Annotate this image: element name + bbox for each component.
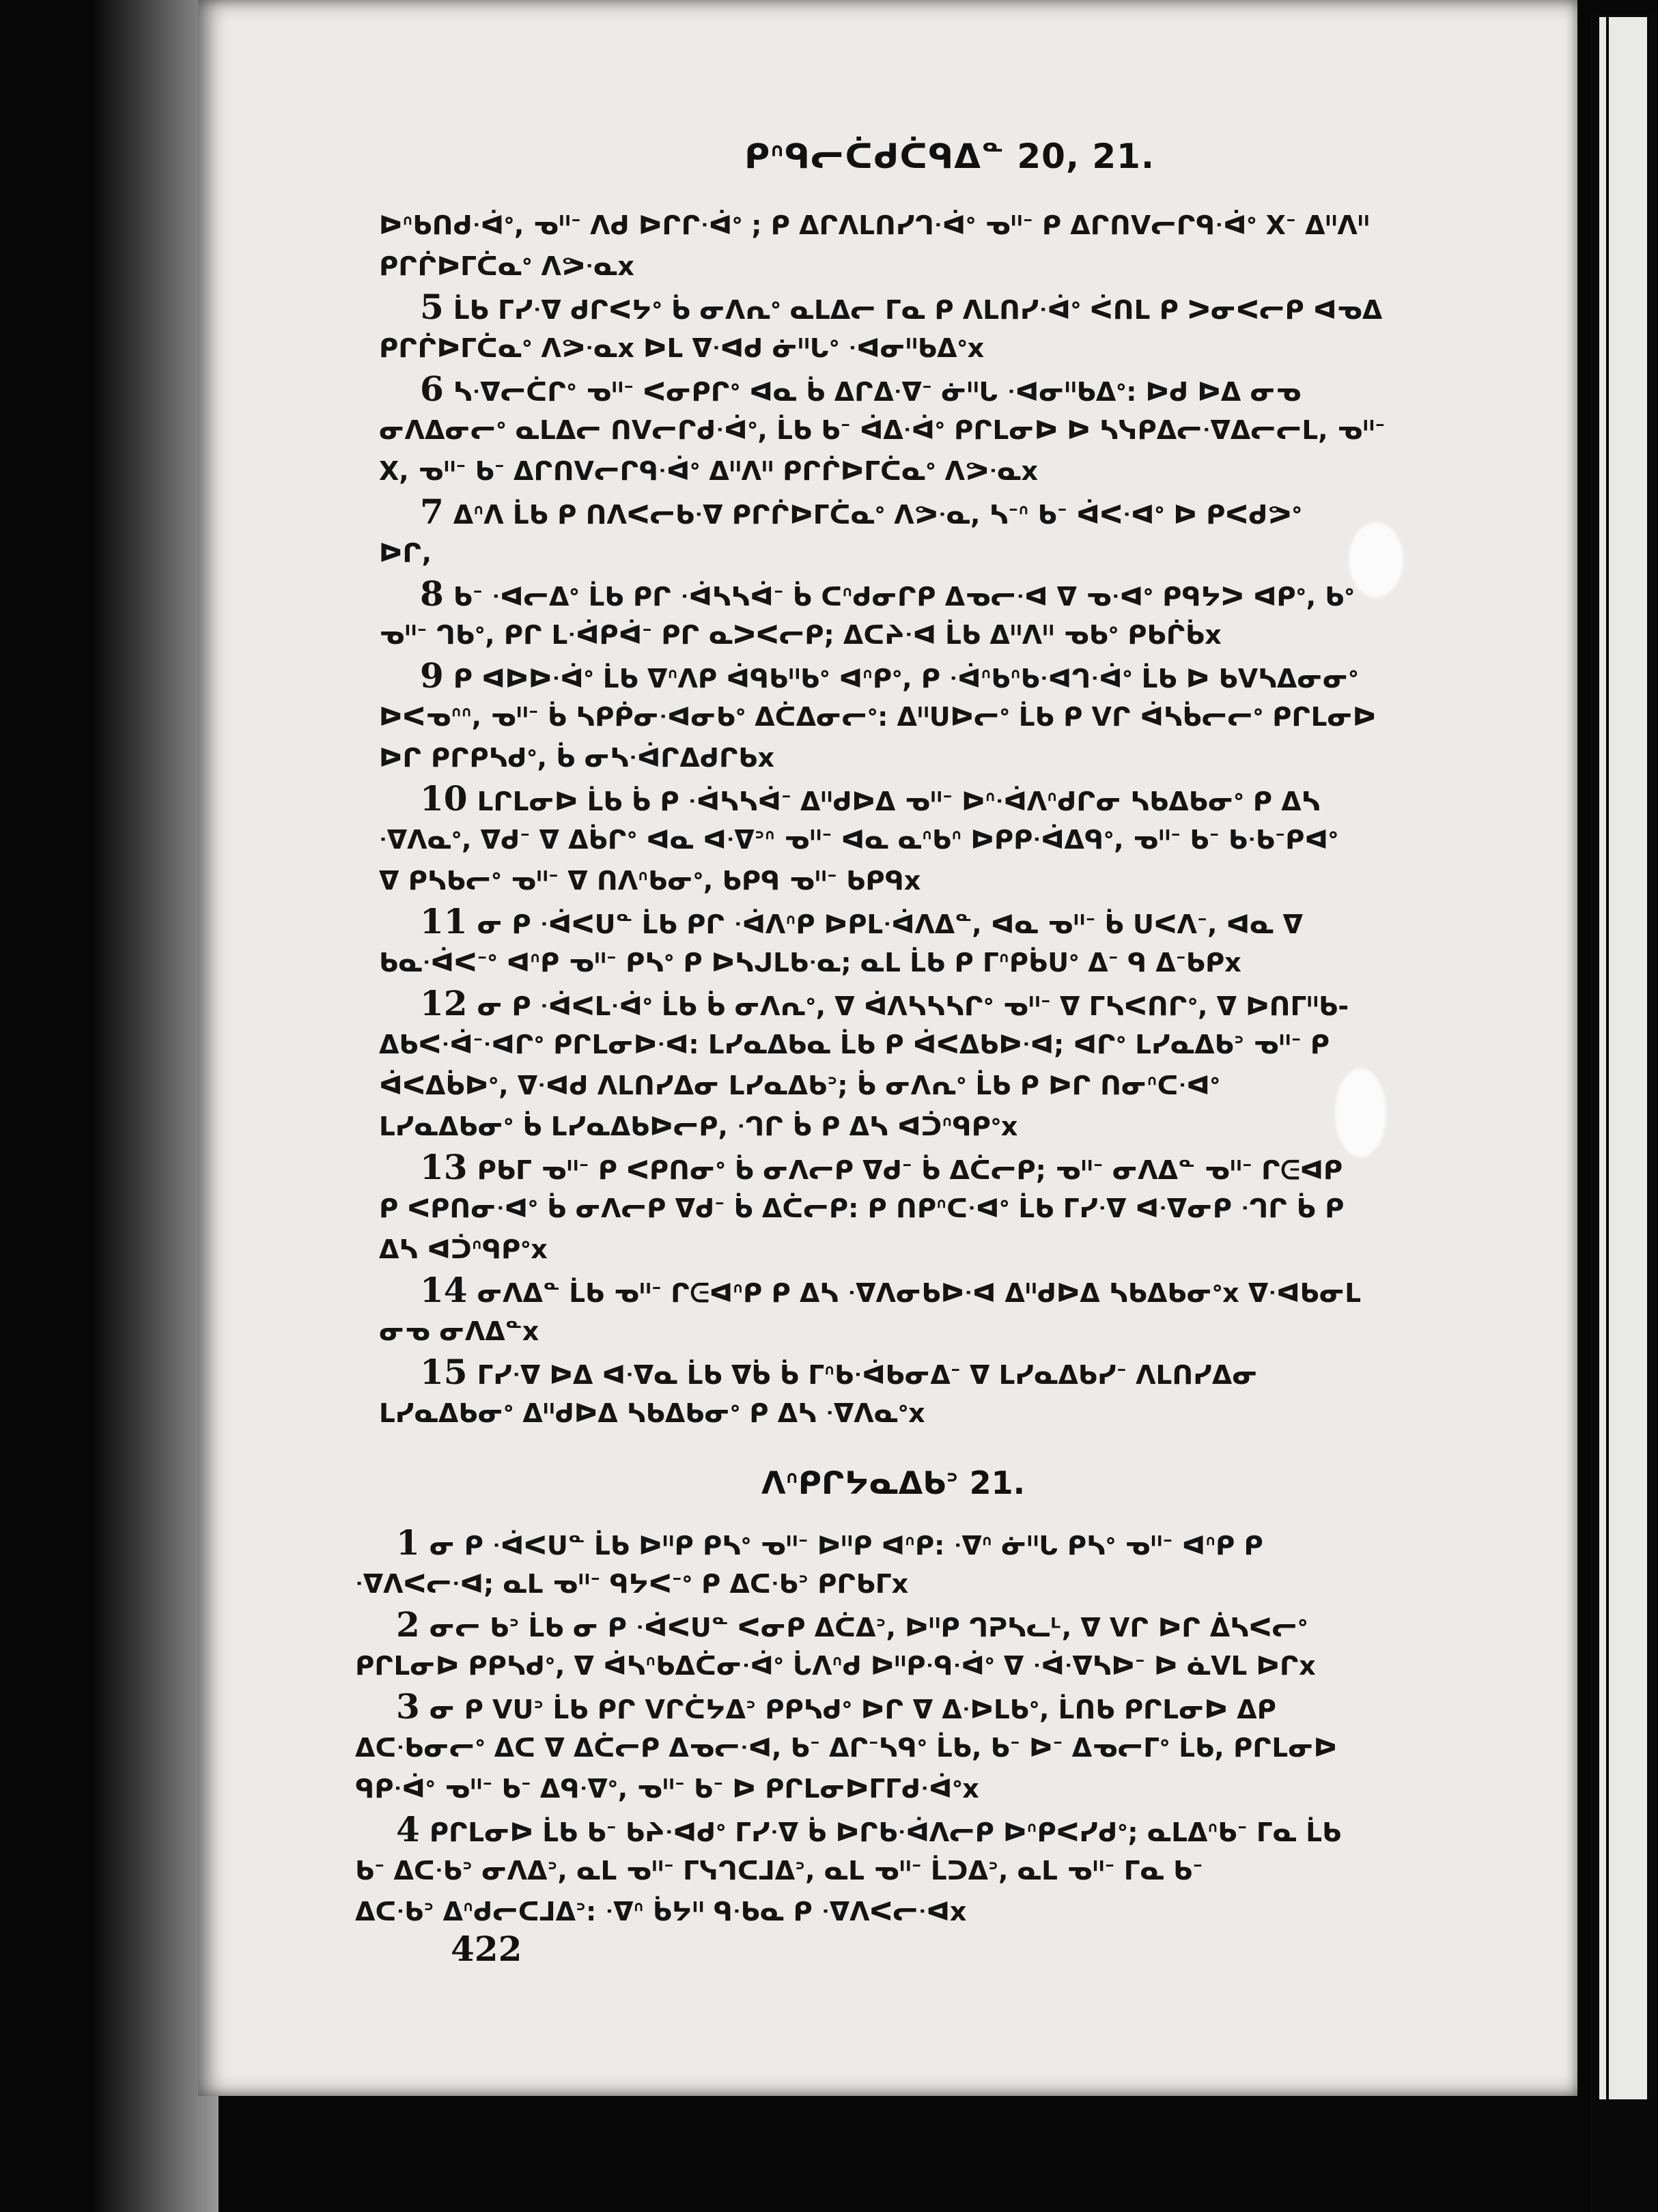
verse-text: ᒪᒋᒪᓂᐅ ᒫᑲ ᑳ ᑭ ᐧᐋᓴᓴᐋᐨ ᐃᐦᑯᐅᐃ ᓀᐦᐨ ᐅᐢᐧᐋᐱᐢᑯᒋᓂ ᓴᑲᐃᑲᓂᐤ ᑭ ᐃᓴ — [477, 786, 1321, 817]
verse-line — [379, 1147, 1431, 1188]
verse-text: ᑲᓇᐧᐋᐸᐨᐤ ᐊᐢᑭ ᓀᐦᐨ ᑭᓴᐤ ᑭ ᐅᓴᒍᒪᑲᐧᓇ; ᓇᒪ ᒫᑲ ᑭ ᒥᐢᑭᑳᑌᐤ ᐃᐨ ᑫ ᐃᐨᑲᑭx — [379, 948, 1241, 978]
verse-text: ᐃᑲᐸᐧᐋᐨᐧᐊᒋᐤ ᑭᒋᒪᓂᐅᐧᐊ: ᒪᓯᓇᐃᑲᓇ ᒫᑲ ᑭ ᐋᐸᐃᑲᐅᐧᐊ; ᐊᒋᐤ ᒪᓯᓇᐃᑲᐣ ᓀᐦᐨ ᑭ — [379, 1030, 1330, 1060]
verse-number: 1 — [396, 1522, 420, 1563]
chapter-21-heading: ᐱᐢᑭᒋᔭᓇᐃᑲᐣ 21. — [761, 1464, 1026, 1501]
verse-text: ᑲᐨ ᐃᑕᐧᑲᐣ ᓂᐱᐃᐣ, ᓇᒪ ᓀᐦᐨ ᒥᓭᒉᑕᒧᐃᐣ, ᓇᒪ ᓀᐦᐨ ᒫᑐᐃᐣ, ᓇᒪ ᓀᐦᐨ ᒥᓇ ᑲᐨ — [355, 1856, 1203, 1886]
page-number: 422 — [451, 1929, 522, 1969]
verse-text: ᐅᐢᑲᑎᑯᐧᐋᐤ, ᓀᐦᐨ ᐱᑯ ᐅᒋᒋᐧᐋᐤ ; ᑭ ᐃᒋᐱᒪᑎᓯᒉᐧᐋᐤ ᓀᐦᐨ ᑭ ᐃᒋᑎᐯᓕᒋᑫᐧᐋᐤ Xᐨ ᐃᐦᐱᐦ — [379, 210, 1370, 240]
verse-line — [379, 819, 1431, 860]
verse-line — [379, 901, 1431, 942]
verse-text: ᑲᐨ ᐧᐊᓕᐃᐤ ᒫᑲ ᑭᒋ ᐧᐋᓴᓴᐋᐨ ᑳ ᑕᐢᑯᓂᒋᑭ ᐃᓀᓕᐧᐊ ᐁ ᓀᐧᐊᐤ ᑭᑫᔭᐳ ᐊᑭᐤ, ᑲᐤ — [453, 582, 1355, 612]
paper-blemish — [1349, 522, 1403, 597]
verse-text: X, ᓀᐦᐨ ᑲᐨ ᐃᒋᑎᐯᓕᒋᑫᐧᐋᐤ ᐃᐦᐱᐦ ᑭᒋᒌᐅᒥᑖᓇᐤ ᐱᕗᐧᓇx — [379, 456, 1038, 486]
verse-text: ᐅᒋ, — [379, 538, 432, 568]
verse-line — [379, 655, 1431, 696]
verse-text: ᑭᒋᒪᓂᐅ ᒫᑲ ᑲᐨ ᑲᔨᐧᐊᑯᐤ ᒥᓯᐧᐁ ᑳ ᐅᒋᑲᐧᐋᐱᓕᑭ ᐅᐢᑭᐸᓯᑯᐤ; ᓇᒪᐃᐢᑲᐨ ᒥᓇ ᒫᑲ — [429, 1817, 1342, 1847]
verse-line — [379, 533, 1431, 573]
verse-line — [355, 1809, 1420, 1850]
verse-line — [379, 1229, 1431, 1270]
verse-text: ᑭᒋᒪᓂᐅ ᑭᑭᓴᑯᐤ, ᐁ ᐋᓴᐢᑲᐃᑖᓂᐧᐋᐤ ᒑᐱᐢᑯ ᐅᐦᑭᐧᑫᐧᐋᐤ ᐁ ᐧᐋᐧᐁᓴᐅᐨ ᐅ ᓈᐯᒪ ᐅᒋx — [355, 1651, 1316, 1681]
verse-text: ᒫᑲ ᒥᓯᐧᐁ ᑯᒋᐸᔭᐤ ᑳ ᓂᐱᕆᐤ ᓇᒪᐃᓕ ᒥᓇ ᑭ ᐱᒪᑎᓯᐧᐋᐤ ᐹᑎᒪ ᑭ ᐳᓂᐸᓕᑭ ᐊᓀᐃ — [453, 295, 1383, 325]
verse-number: 4 — [396, 1809, 420, 1849]
verse-text: ᑭᒋᒌᐅᒥᑖᓇᐤ ᐱᕗᐧᓇx ᐅᒪ ᐁᐧᐊᑯ ᓃᐦᒐᐤ ᐧᐊᓂᐦᑲᐃᐤx — [379, 333, 985, 363]
verse-text: ᐃᑕᐧᑲᐣ ᐃᐢᑯᓕᑕᒧᐃᐣ: ᐧᐁᐢ ᑳᔭᐦ ᑫᐧᑲᓇ ᑭ ᐧᐁᐱᐸᓕᐧᐊx — [355, 1897, 967, 1927]
verse-text: ᐁ ᑭᓴᑲᓕᐤ ᓀᐦᐨ ᐁ ᑎᐱᐢᑲᓂᐤ, ᑲᑭᑫ ᓀᐦᐨ ᑲᑭᑫx — [379, 866, 921, 896]
verse-line — [379, 1106, 1431, 1147]
running-head: ᑭᐢᑫᓕᑖᑯᑖᑫᐃᓐ 20, 21. — [744, 137, 1155, 176]
verse-line — [379, 1393, 1431, 1434]
verse-number: 7 — [420, 492, 444, 532]
verse-line — [379, 410, 1431, 451]
verse-line — [355, 1563, 1420, 1604]
verse-number: 10 — [420, 778, 468, 819]
verse-text: ᑭ ᐊᐅᐅᐧᐋᐤ ᒫᑲ ᐁᐢᐱᑭ ᐋᑫᑲᐦᑲᐤ ᐊᐢᑭᐤ, ᑭ ᐧᐋᐢᑲᐢᑲᐧᐊᒉᐧᐋᐤ ᒫᑲ ᐅ ᑲᐯᓴᐃᓂᓂᐤ — [453, 664, 1359, 694]
verse-number: 15 — [420, 1352, 468, 1392]
verse-line — [379, 1065, 1431, 1106]
verse-text: ᐃᑕᐧᑲᓂᓕᐤ ᐃᑕ ᐁ ᐃᑖᓕᑭ ᐃᓀᓕᐧᐊ, ᑲᐨ ᐃᒋᐨᓴᑫᐤ ᒫᑲ, ᑲᐨ ᐅᐨ ᐃᓀᓕᒥᐤ ᒫᑲ, ᑭᒋᒪᓂᐅ — [355, 1733, 1338, 1763]
verse-line — [379, 983, 1431, 1024]
verse-line — [355, 1686, 1420, 1727]
verse-line — [379, 1352, 1431, 1393]
verse-line — [379, 1188, 1431, 1229]
verse-text: ᑭᑲᒥ ᓀᐦᐨ ᑭ ᐸᑭᑎᓂᐤ ᑳ ᓂᐱᓕᑭ ᐁᑯᐨ ᑳ ᐃᑖᓕᑭ; ᓀᐦᐨ ᓂᐱᐃᓐ ᓀᐦᐨ ᒋᕮᐊᑭ — [477, 1155, 1343, 1185]
verse-line — [355, 1522, 1420, 1563]
verse-line — [379, 328, 1431, 369]
verse-text: ᓴᐧᐁᓕᑖᒋᐤ ᓀᐦᐨ ᐸᓂᑭᒋᐤ ᐊᓇ ᑳ ᐃᒋᐃᐧᐁᐨ ᓃᐦᒐ ᐧᐊᓂᐦᑲᐃᐤ: ᐅᑯ ᐅᐃ ᓂᓀ — [453, 377, 1302, 407]
verse-line — [379, 246, 1431, 287]
verse-text: ᑫᑭᐧᐋᐤ ᓀᐦᐨ ᑲᐨ ᐃᑫᐧᐁᐤ, ᓀᐦᐨ ᑲᐨ ᐅ ᑭᒋᒪᓂᐅᒥᒥᑯᐧᐋᐤx — [355, 1774, 979, 1804]
facing-page-edge-line — [1606, 17, 1609, 2099]
verse-text: ᓂᐱᐃᓂᓕᐤ ᓇᒪᐃᓕ ᑎᐯᓕᒋᑯᐧᐋᐤ, ᒫᑲ ᑲᐨ ᐋᐃᐧᐋᐤ ᑭᒋᒪᓂᐅ ᐅ ᓴᓭᑭᐃᓕᐧᐁᐃᓕᓕᒪ, ᓀᐦᐨ — [379, 415, 1386, 445]
verse-number: 11 — [420, 901, 468, 941]
verse-line — [379, 205, 1431, 246]
chapter-21-text — [355, 1522, 1420, 1932]
verse-line — [379, 1024, 1431, 1065]
verse-line — [379, 1311, 1431, 1352]
verse-line — [379, 614, 1431, 655]
verse-text: ᒥᓯᐧᐁ ᐅᐃ ᐊᐧᐁᓇ ᒫᑲ ᐁᑳ ᑳ ᒥᐢᑲᐧᐋᑲᓂᐃᐨ ᐁ ᒪᓯᓇᐃᑲᓯᐨ ᐱᒪᑎᓯᐃᓂ — [477, 1360, 1258, 1390]
verse-number: 8 — [420, 573, 444, 614]
verse-text: ᑭᒋᒌᐅᒥᑖᓇᐤ ᐱᕗᐧᓇx — [379, 251, 634, 281]
verse-number: 2 — [396, 1604, 420, 1645]
paper-blemish — [1335, 1068, 1386, 1157]
verse-line — [355, 1604, 1420, 1645]
verse-number: 9 — [420, 655, 444, 696]
verse-text: ᐋᐸᐃᑳᐅᐤ, ᐁᐧᐊᑯ ᐱᒪᑎᓯᐃᓂ ᒪᓯᓇᐃᑲᐣ; ᑳ ᓂᐱᕆᐤ ᒫᑲ ᑭ ᐅᒋ ᑎᓂᐢᑕᐧᐊᐤ — [379, 1070, 1220, 1101]
verse-text: ᓂᐱᐃᓐ ᒫᑲ ᓀᐦᐨ ᒋᕮᐊᐢᑭ ᑭ ᐃᓴ ᐧᐁᐱᓂᑲᐅᐧᐊ ᐃᐦᑯᐅᐃ ᓴᑲᐃᑲᓂᐤx ᐁᐧᐊᑲᓂᒪ — [477, 1278, 1362, 1308]
verse-line — [379, 737, 1431, 778]
verse-text: ᐧᐁᐱᓇᐤ, ᐁᑯᐨ ᐁ ᐃᑳᒋᐤ ᐊᓇ ᐊᐧᐁᐣᐢ ᓀᐦᐨ ᐊᓇ ᓇᐢᑲᐢ ᐅᑭᑭᐧᐋᐃᑫᐤ, ᓀᐦᐨ ᑲᐨ ᑲᐧᑲᐨᑭᐊᐤ — [379, 825, 1338, 855]
verse-number: 5 — [420, 287, 444, 327]
verse-text: ᐅᒋ ᑭᒋᑭᓴᑯᐤ, ᑳ ᓂᓴᐧᐋᒋᐃᑯᒋᑲx — [379, 743, 774, 773]
verse-line — [379, 287, 1431, 328]
verse-line — [379, 492, 1431, 533]
verse-text: ᑭ ᐸᑭᑎᓂᐧᐊᐤ ᑳ ᓂᐱᓕᑭ ᐁᑯᐨ ᑳ ᐃᑖᓕᑭ: ᑭ ᑎᑭᐢᑕᐧᐊᐤ ᒫᑲ ᒥᓯᐧᐁ ᐊᐧᐁᓂᑭ ᐧᒉᒋ ᑳ ᑭ — [379, 1193, 1345, 1223]
verse-number: 13 — [420, 1147, 468, 1187]
verse-line — [355, 1768, 1420, 1809]
verse-text: ᓂᓕ ᑲᐣ ᒫᑲ ᓂ ᑭ ᐧᐋᐸᑌᓐ ᐸᓂᑭ ᐃᑖᐃᐣ, ᐅᐦᑭ ᒉᕈᓴᓚᒻ, ᐁ ᐯᒋ ᐅᒋ ᐄᓴᐸᓕᐤ — [429, 1613, 1308, 1643]
verse-line — [379, 860, 1431, 901]
verse-line — [355, 1727, 1420, 1768]
verse-line — [379, 573, 1431, 614]
verse-line — [379, 696, 1431, 737]
verse-text: ᐧᐁᐱᐸᓕᐧᐊ; ᓇᒪ ᓀᐦᐨ ᑫᔭᐸᐨᐤ ᑭ ᐃᑕᐧᑲᐣ ᑭᒋᑲᒥx — [355, 1569, 909, 1599]
verse-text: ᓂ ᑭ ᐧᐋᐸᒪᐧᐋᐤ ᒫᑲ ᑳ ᓂᐱᕆᐤ, ᐁ ᐋᐱᓴᓴᓴᒋᐤ ᓀᐦᐨ ᐁ ᒥᓴᐸᑎᒋᐤ, ᐁ ᐅᑎᒥᐦᑲ- — [477, 991, 1349, 1021]
verse-text: ᓂᓀ ᓂᐱᐃᓐx — [379, 1316, 539, 1346]
verse-text: ᐅᐸᓀᐢᐢ, ᓀᐦᐨ ᑳ ᓴᑭᑮᓂᐧᐊᓂᑲᐤ ᐃᑖᐃᓂᓕᐤ: ᐃᐦᑌᐅᓕᐤ ᒫᑲ ᑭ ᐯᒋ ᐋᓴᑳᓕᓕᐤ ᑭᒋᒪᓂᐅ — [379, 702, 1377, 732]
verse-text: ᓂ ᑭ ᐧᐋᐸᑌᓐ ᒫᑲ ᐅᐦᑭ ᑭᓴᐤ ᓀᐦᐨ ᐅᐦᑭ ᐊᐢᑭ: ᐧᐁᐢ ᓃᐦᒐ ᑭᓴᐤ ᓀᐦᐨ ᐊᐢᑭ ᑭ — [429, 1531, 1263, 1561]
verse-line — [379, 451, 1431, 492]
verse-text: ᒪᓯᓇᐃᑲᓂᐤ ᑳ ᒪᓯᓇᐃᑲᐅᓕᑭ, ᐧᒉᒋ ᑳ ᑭ ᐃᓴ ᐊᑑᐢᑫᑭᐤx — [379, 1111, 1018, 1142]
verse-line — [355, 1891, 1420, 1932]
verse-line — [379, 1270, 1431, 1311]
verse-line — [355, 1645, 1420, 1686]
verse-line — [355, 1850, 1420, 1891]
verse-line — [379, 778, 1431, 819]
verse-text: ᓀᐦᐨ ᒉᑲᐤ, ᑭᒋ ᒪᐧᐋᑭᐋᐨ ᑭᒋ ᓇᐳᐸᓕᑭ; ᐃᑕᔨᐧᐊ ᒫᑲ ᐃᐦᐱᐦ ᓀᑲᐤ ᑭᑲᒌᑳx — [379, 620, 1222, 650]
verse-number: 12 — [420, 983, 468, 1023]
verse-text: ᐃᐢᐱ ᒫᑲ ᑭ ᑎᐱᐸᓕᑲᐧᐁ ᑭᒋᒌᐅᒥᑖᓇᐤ ᐱᕗᐧᓇ, ᓴᐨᐢ ᑲᐨ ᐋᐸᐧᐊᐤ ᐅ ᑭᐸᑯᕗᐤ — [453, 500, 1302, 530]
verse-number: 3 — [396, 1686, 420, 1727]
verse-number: 14 — [420, 1270, 468, 1310]
verse-text: ᓂ ᑭ ᐧᐋᐸᑌᓐ ᒫᑲ ᑭᒋ ᐧᐋᐱᐢᑭ ᐅᑭᒪᐧᐋᐱᐃᓐ, ᐊᓇ ᓀᐦᐨ ᑳ ᑌᐸᐱᐨ, ᐊᓇ ᐁ — [477, 909, 1304, 939]
verse-number: 6 — [420, 369, 444, 409]
verse-text: ᓂ ᑭ ᐯᑌᐣ ᒫᑲ ᑭᒋ ᐯᒋᑖᔭᐃᐣ ᑭᑭᓴᑯᐤ ᐅᒋ ᐁ ᐃᐧᐅᒪᑲᐤ, ᒫᑎᑲ ᑭᒋᒪᓂᐅ ᐃᑭ — [429, 1695, 1276, 1725]
verse-line — [379, 942, 1431, 983]
chapter-20-text — [379, 205, 1431, 1434]
verse-text: ᐃᓴ ᐊᑑᐢᑫᑭᐤx — [379, 1234, 548, 1264]
verse-line — [379, 369, 1431, 410]
verse-text: ᒪᓯᓇᐃᑲᓂᐤ ᐃᐦᑯᐅᐃ ᓴᑲᐃᑲᓂᐤ ᑭ ᐃᓴ ᐧᐁᐱᓇᐤx — [379, 1398, 925, 1428]
